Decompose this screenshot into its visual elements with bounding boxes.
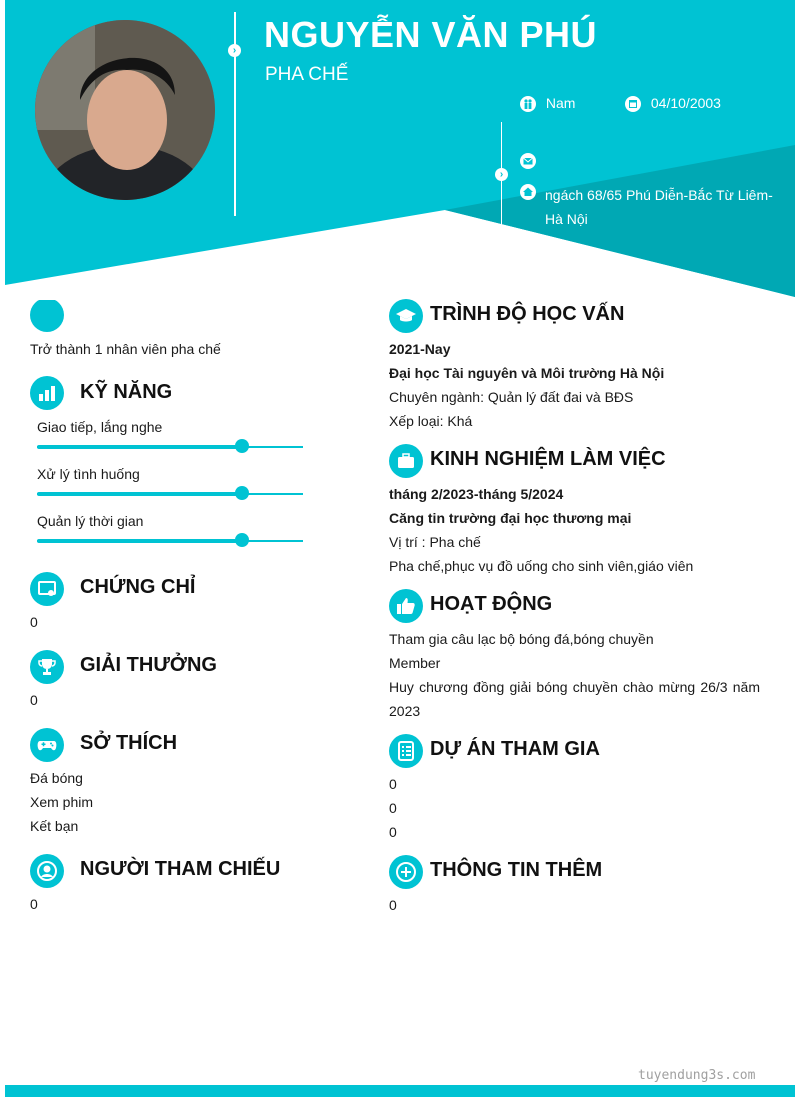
skill-label: Giao tiếp, lắng nghe [37, 419, 163, 435]
address-icon-wrap [520, 183, 536, 200]
skills-title: KỸ NĂNG [80, 381, 173, 403]
additional-info-value: 0 [389, 897, 397, 913]
experience-title: KINH NGHIỆM LÀM VIỆC [430, 448, 666, 470]
chevron-right-icon: › [495, 168, 508, 181]
experience-description: Pha chế,phục vụ đồ uống cho sinh viên,giáo viên [389, 558, 694, 574]
objective-text: Trở thành 1 nhân viên pha chế [30, 341, 221, 357]
education-period: 2021-Nay [389, 341, 451, 357]
education-title: TRÌNH ĐỘ HỌC VẤN [430, 303, 625, 325]
project-item: 0 [389, 776, 397, 792]
user-icon [30, 854, 64, 888]
skill-bar-knob[interactable] [235, 486, 249, 500]
activity-line: Member [389, 655, 441, 671]
references-value: 0 [30, 896, 38, 912]
address-line-2: Hà Nội [545, 211, 588, 227]
objective-icon [30, 298, 64, 332]
projects-title: DỰ ÁN THAM GIA [430, 738, 600, 760]
skill-label: Xử lý tình huống [37, 466, 140, 482]
briefcase-icon [389, 444, 423, 478]
bar-chart-icon [30, 376, 64, 410]
avatar [35, 20, 215, 200]
experience-role: Vị trí : Pha chế [389, 534, 481, 550]
gender-info [520, 95, 575, 112]
plus-circle-icon [389, 855, 423, 889]
education-school: Đại học Tài nguyên và Môi trường Hà Nội [389, 365, 665, 381]
graduation-cap-icon [389, 299, 423, 333]
email-icon [520, 153, 536, 169]
awards-title: GIẢI THƯỞNG [80, 654, 217, 676]
additional-info-title: THÔNG TIN THÊM [430, 859, 603, 881]
full-name: NGUYỄN VĂN PHÚ [264, 14, 598, 55]
trophy-icon [30, 650, 64, 684]
gender-value: Nam [545, 95, 576, 111]
skill-bar-fill [37, 492, 242, 496]
thumbs-up-icon [389, 589, 423, 623]
references-title: NGƯỜI THAM CHIẾU [80, 858, 281, 880]
activity-line: 2023 [389, 703, 421, 719]
avatar-photo [35, 20, 215, 200]
skill-bar-knob[interactable] [235, 439, 249, 453]
address-line-1: ngách 68/65 Phú Diễn-Bắc Từ Liêm- [545, 187, 773, 203]
hobby-item: Kết bạn [30, 818, 79, 834]
skill-bar-fill [37, 539, 242, 543]
certificate-icon [30, 572, 64, 606]
experience-company: Căng tin trường đại học thương mại [389, 510, 632, 526]
checklist-icon [389, 734, 423, 768]
activity-line: Tham gia câu lạc bộ bóng đá,bóng chuyền [389, 631, 654, 647]
hobby-item: Đá bóng [30, 770, 83, 786]
hobby-item: Xem phim [30, 794, 94, 810]
gender-icon [520, 96, 536, 112]
chevron-right-icon: › [228, 44, 241, 57]
email-info [520, 152, 542, 169]
objective-icon-mask [0, 285, 400, 300]
skill-bar-fill [37, 445, 242, 449]
certificates-title: CHỨNG CHỈ [80, 576, 196, 598]
experience-period: tháng 2/2023-tháng 5/2024 [389, 486, 564, 502]
project-item: 0 [389, 824, 397, 840]
calendar-icon [625, 96, 641, 112]
skill-bar-knob[interactable] [235, 533, 249, 547]
activity-line: Huy chương đồng giải bóng chuyền chào mừng 26/3 năm [389, 679, 760, 695]
birthdate-info [625, 95, 721, 112]
awards-value: 0 [30, 692, 38, 708]
gamepad-icon [30, 728, 64, 762]
project-item: 0 [389, 800, 397, 816]
education-major: Chuyên ngành: Quản lý đất đai và BĐS [389, 389, 634, 405]
header-divider-line [234, 12, 236, 216]
birthdate-value: 04/10/2003 [650, 95, 721, 111]
address-value [545, 183, 773, 231]
home-icon [520, 184, 536, 200]
activities-title: HOẠT ĐỘNG [430, 593, 553, 615]
hobbies-title: SỞ THÍCH [80, 732, 178, 754]
job-title: PHA CHẾ [265, 64, 349, 85]
certificates-value: 0 [30, 614, 38, 630]
skill-label: Quản lý thời gian [37, 513, 144, 529]
education-grade: Xếp loại: Khá [389, 413, 473, 429]
watermark: tuyendung3s.com [638, 1068, 756, 1083]
footer-bar [5, 1085, 795, 1097]
